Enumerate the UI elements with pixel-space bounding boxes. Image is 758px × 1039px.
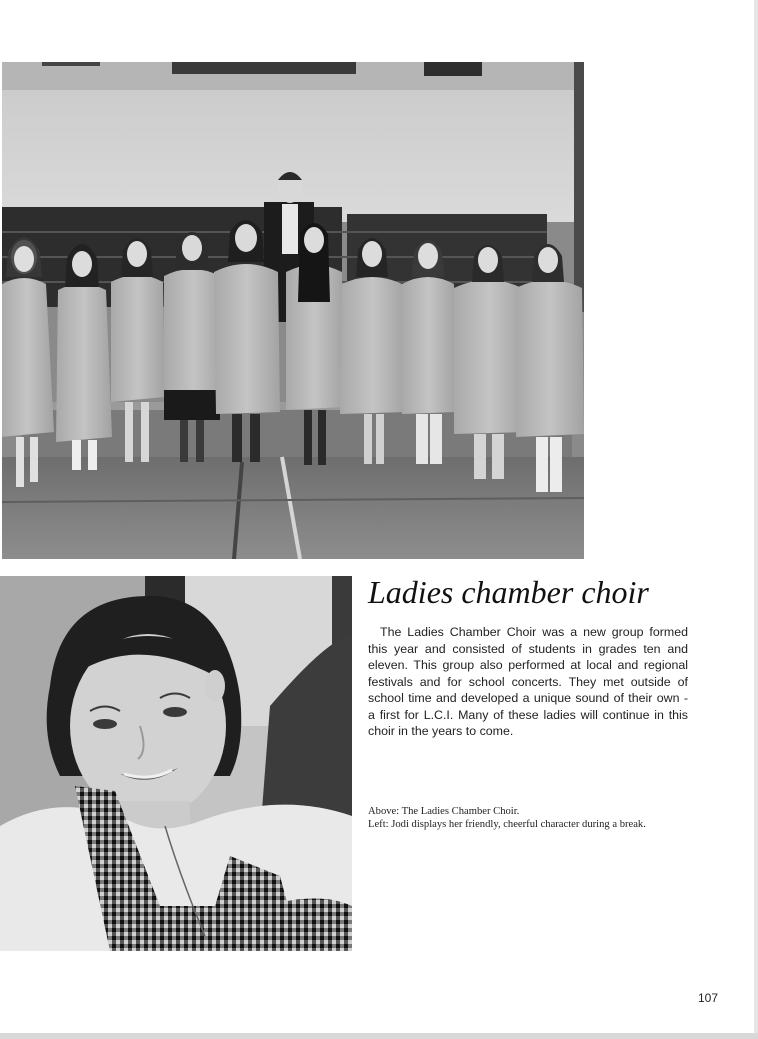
jodi-portrait-photo <box>0 576 352 951</box>
page-edge <box>754 0 758 1039</box>
caption-above: Above: The Ladies Chamber Choir. <box>368 806 520 817</box>
page-bottom-edge <box>0 1033 758 1039</box>
choir-group-photo <box>2 62 584 559</box>
article-body: The Ladies Chamber Choir was a new group formed this year and consisted of students in grades ten and eleven. This group also performed at local and regional festivals and for school concerts. They met outside of school time and developed a unique sound of their own - a first for L.C.I. Many of these ladies will continue in this choir in the years to come. <box>368 625 688 738</box>
page-number: 107 <box>698 991 719 1005</box>
caption-left: Left: Jodi displays her friendly, cheerful character during a break. <box>368 818 646 830</box>
article-title: Ladies chamber choir <box>368 574 649 610</box>
photo-captions <box>368 806 688 831</box>
